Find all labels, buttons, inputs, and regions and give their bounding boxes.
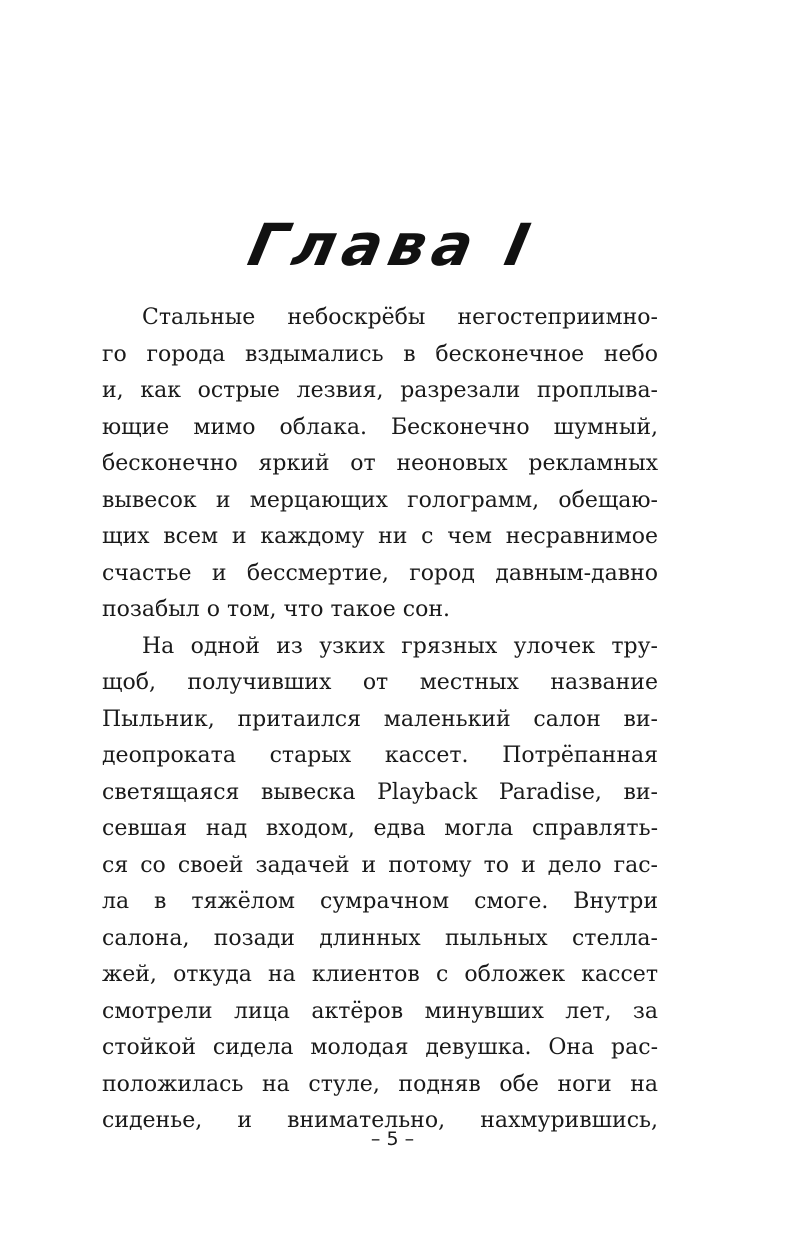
text-line: Стальные небоскрёбы негостеприимно- xyxy=(142,305,658,330)
page-number: – 5 – xyxy=(370,1128,415,1150)
text-line: щих всем и каждому ни с чем несравнимое xyxy=(102,524,658,549)
text-line: ся со своей задачей и потому то и дело гас- xyxy=(102,852,658,878)
paragraph-1 xyxy=(102,300,658,629)
body-text xyxy=(102,300,658,1140)
text-line: стойкой сидела молодая девушка. Она рас- xyxy=(102,1035,658,1060)
text-line: Пыльник, притаился маленький салон ви- xyxy=(102,706,658,732)
text-line: позабыл о том, что такое сон. xyxy=(102,597,450,622)
text-line: ла в тяжёлом сумрачном смоге. Внутри xyxy=(102,889,658,914)
text-line: жей, откуда на клиентов с обложек кассет xyxy=(102,962,658,987)
text-line: ющие мимо облака. Бесконечно шумный, xyxy=(102,414,658,440)
text-line: положилась на стуле, подняв обе ноги на xyxy=(102,1071,658,1097)
text-line: севшая над входом, едва могла справлять- xyxy=(102,816,658,841)
text-line: и, как острые лезвия, разрезали проплыва- xyxy=(102,378,658,403)
text-line: салона, позади длинных пыльных стелла- xyxy=(102,925,658,951)
text-line: щоб, получивших от местных название xyxy=(102,670,658,695)
text-line: го города вздымались в бесконечное небо xyxy=(102,341,658,367)
text-line: светящаяся вывеска Playback Paradise, ви- xyxy=(102,779,658,805)
text-line: бесконечно яркий от неоновых рекламных xyxy=(102,451,658,476)
text-line: сиденье, и внимательно, нахмурившись, xyxy=(102,1108,658,1133)
text-line: счастье и бессмертие, город давным-давно xyxy=(102,560,658,586)
paragraph-2 xyxy=(102,629,658,1140)
text-line: смотрели лица актёров минувших лет, за xyxy=(102,998,658,1024)
chapter-title: Глава I xyxy=(242,211,543,279)
text-line: вывесок и мерцающих голограмм, обещаю- xyxy=(102,487,658,513)
text-line: На одной из узких грязных улочек тру- xyxy=(142,633,658,659)
text-line: деопроката старых кассет. Потрёпанная xyxy=(102,743,658,768)
